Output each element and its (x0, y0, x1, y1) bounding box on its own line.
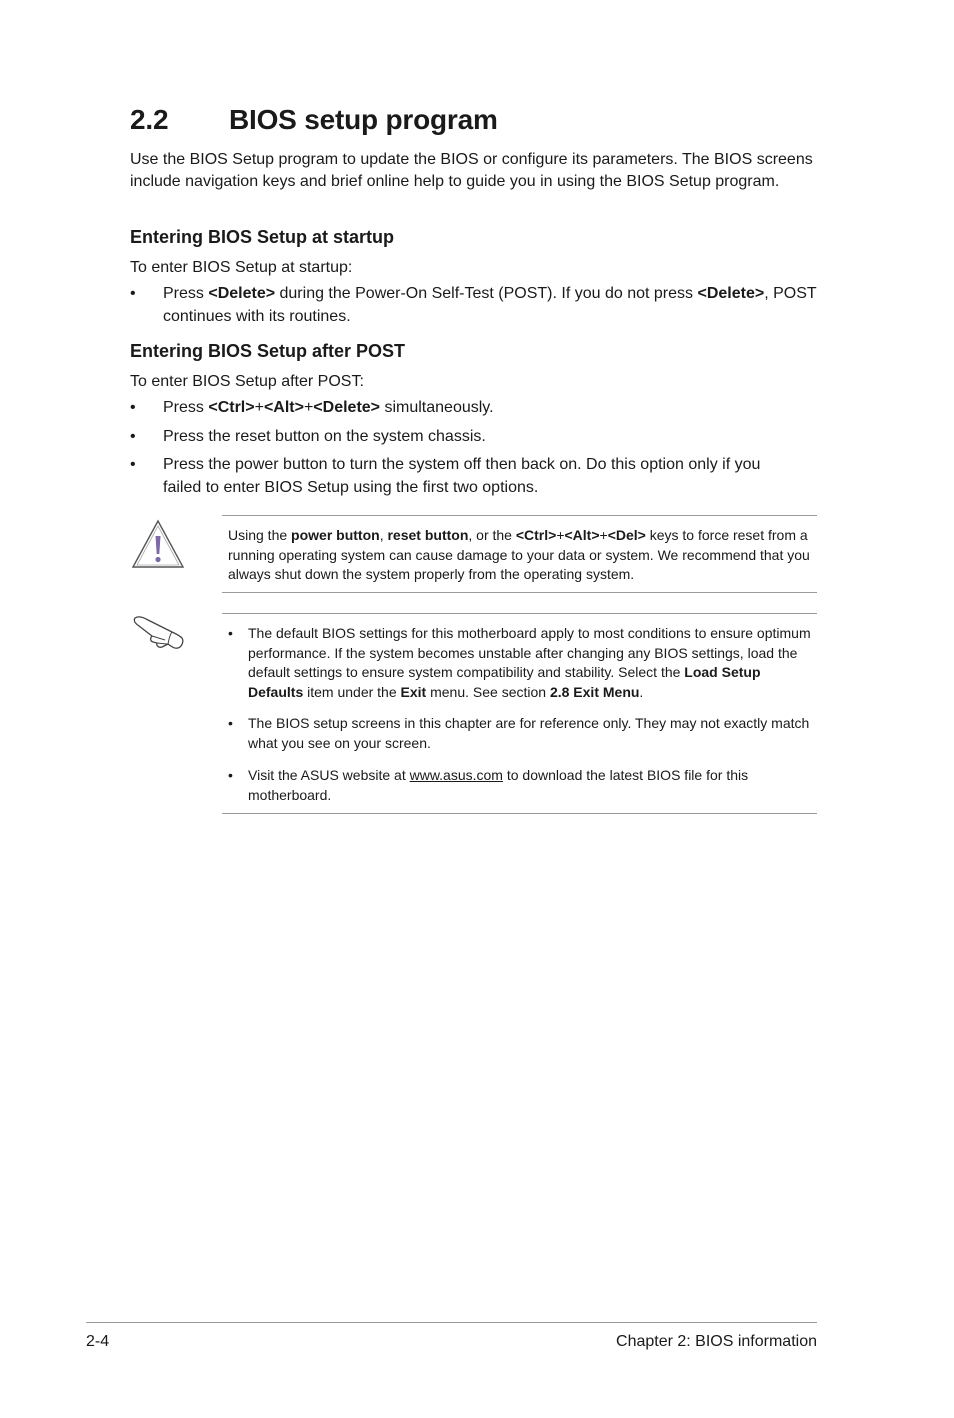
bullet-text: Press <Delete> during the Power-On Self-Test (POST). If you do not press <Delete>, POST continues with its routines. (163, 285, 817, 325)
bullet-text: Press <Ctrl>+<Alt>+<Delete> simultaneously. (163, 399, 494, 416)
bullet-dot: • (130, 285, 136, 302)
bullet-dot: • (130, 399, 136, 416)
after-post-lead: To enter BIOS Setup after POST: (130, 373, 364, 390)
chapter-label: Chapter 2: BIOS information (616, 1333, 817, 1350)
note-text: The BIOS setup screens in this chapter are for reference only. They may not exactly match what you see on your screen. (248, 715, 810, 751)
bullet-dot: • (130, 428, 136, 445)
footer-rule (86, 1322, 817, 1323)
page-title (130, 104, 498, 136)
warning-triangle-icon (129, 516, 187, 575)
warning-bottom-rule (222, 592, 817, 593)
after-post-heading: Entering BIOS Setup after POST (130, 341, 406, 361)
startup-lead: To enter BIOS Setup at startup: (130, 259, 353, 276)
startup-heading: Entering BIOS Setup at startup (130, 227, 395, 247)
bullet-dot: • (228, 715, 233, 731)
asus-website-link[interactable]: www.asus.com (409, 767, 503, 783)
bullet-text: Press the power button to turn the system off then back on. Do this option only if you failed to enter BIOS Setup using the first two options. (163, 456, 761, 496)
note-hand-icon (132, 614, 186, 657)
page-number: 2-4 (86, 1333, 110, 1350)
warning-text: Using the power button, reset button, or the <Ctrl>+<Alt>+<Del> keys to force reset from a running operating system can cause damage to your data or system. We recommend that you always shut down the system properly from the operating system. (228, 527, 810, 582)
bullet-dot: • (130, 456, 136, 473)
section-title: BIOS setup program (229, 104, 498, 135)
bullet-dot: • (228, 767, 233, 783)
note-text: Visit the ASUS website at www.asus.com to download the latest BIOS file for this motherboard. (248, 767, 749, 803)
warning-top-rule (222, 515, 817, 516)
note-top-rule (222, 613, 817, 614)
intro-paragraph: Use the BIOS Setup program to update the BIOS or configure its parameters. The BIOS screens include navigation keys and brief online help to guide you in using the BIOS Setup program. (130, 151, 813, 190)
bullet-dot: • (228, 625, 233, 641)
bullet-text: Press the reset button on the system chassis. (163, 428, 486, 445)
section-number: 2.2 (130, 104, 169, 135)
note-text: The default BIOS settings for this motherboard apply to most conditions to ensure optimum performance. If the system becomes unstable after changing any BIOS settings, load the default settings to ensure system compatibility and stability. Select the Load Setup Defaults item under the Exit menu. See section 2.8 Exit Menu. (248, 625, 811, 700)
note-bottom-rule (222, 813, 817, 814)
